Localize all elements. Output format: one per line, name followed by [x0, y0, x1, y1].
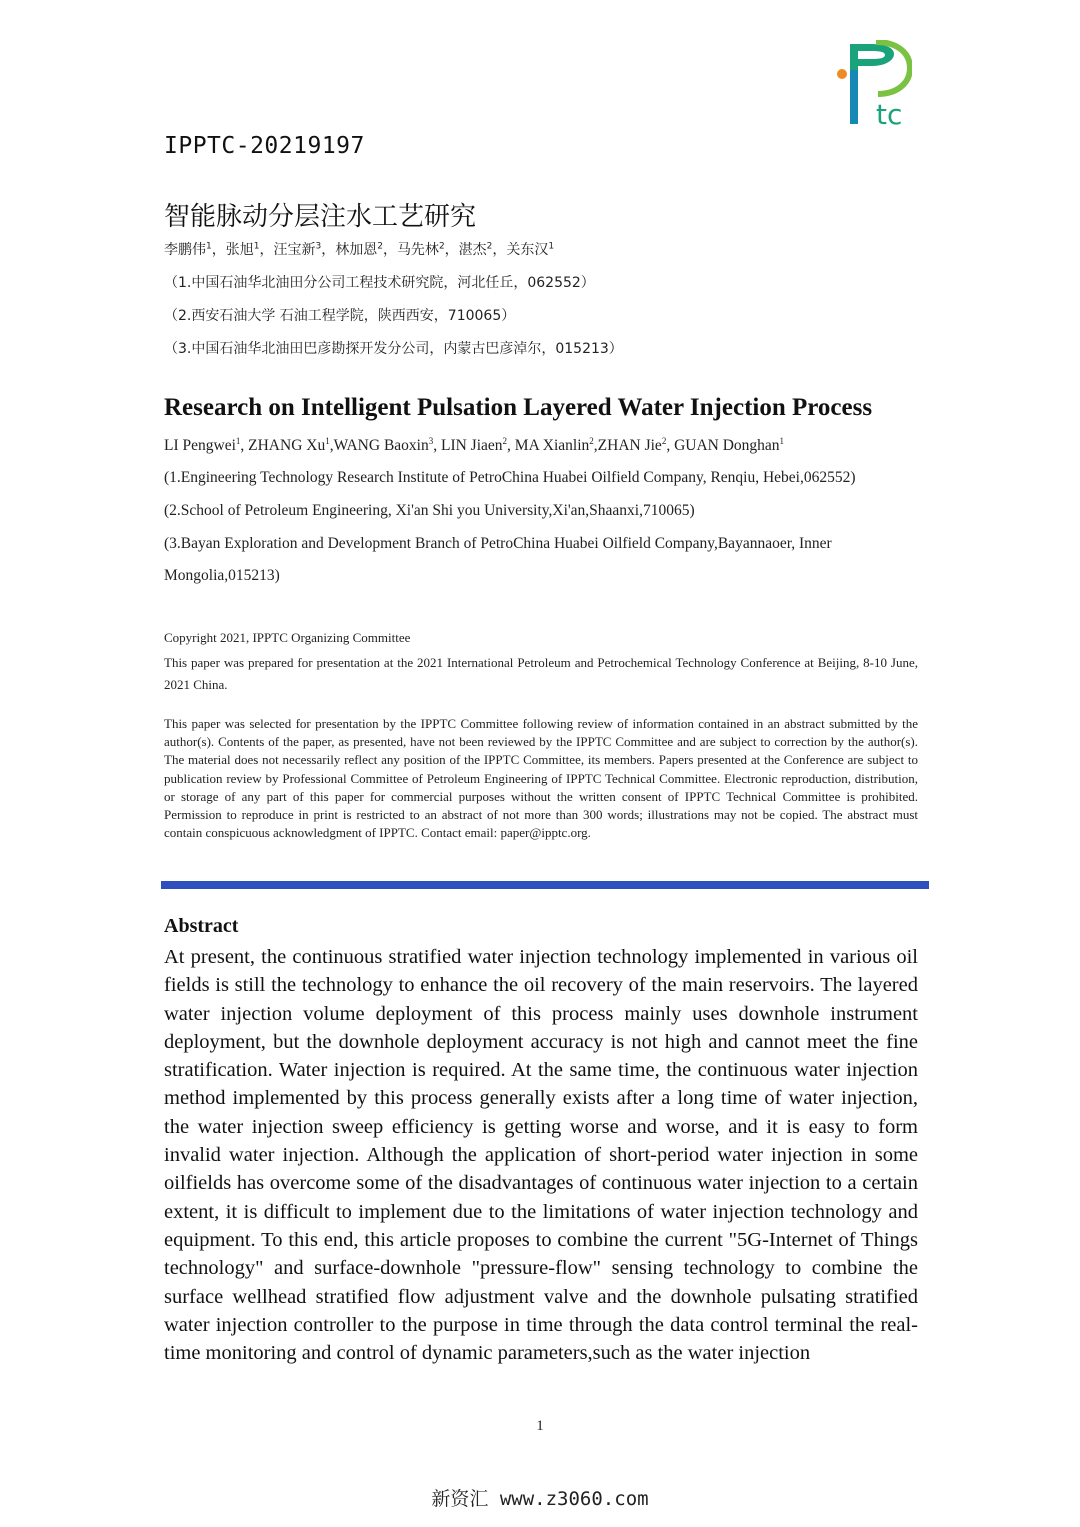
review-notice: This paper was selected for presentation by the IPPTC Committee following review of information contained in an abstract submitted by the author(s). Contents of the paper, as presented, have not been reviewed by the IPPTC Committee and are subject to correction by the author(s). The material does not necessarily reflect any position of the IPPTC Committee, its members. Papers presented at the Conference are subject to publication review by Professional Committee of Petroleum Engineering of IPPTC Technical Committee. Electronic reproduction, distribution, or storage of any part of this paper for commercial purposes without the written consent of IPPTC Technical Committee is prohibited. Permission to reproduce in print is restricted to an abstract of not more than 300 words; illustrations may not be copied. The abstract must contain conspicuous acknowledgment of IPPTC. Contact email: paper@ipptc.org. [164, 716, 918, 841]
logo-i-stem [850, 70, 858, 124]
en-authors: LI Pengwei$^1$, ZHANG Xu$^1$,WANG Baoxin$^3$, LIN Jiaen$^2$, MA Xianlin$^2$,ZHAN Jie$^2$, GUAN Donghan$^1$ [164, 436, 785, 455]
logo-dot [837, 69, 847, 79]
en-affiliation-3: (3.Bayan Exploration and Development Branch of PetroChina Huabei Oilfield Company,Bayannaoer, Inner [164, 535, 832, 552]
ipptc-logo [836, 40, 912, 128]
abstract-heading: Abstract [164, 915, 239, 937]
prepared-statement: This paper was prepared for presentation at the 2021 International Petroleum and Petrochemical Technology Conference at Beijing, 8-10 June, 2021 China. [164, 655, 918, 692]
section-divider [161, 881, 929, 889]
logo-tc: tc [876, 98, 903, 128]
cn-authors: 李鹏伟$^1$，张旭$^1$，汪宝新$^3$，林加恩$^2$，马先林$^2$，湛杰$^2$，关东汉$^1$ [164, 241, 555, 258]
copyright: Copyright 2021, IPPTC Organizing Committee [164, 630, 411, 645]
en-affiliation-1: (1.Engineering Technology Research Institute of PetroChina Huabei Oilfield Company, Renqiu, Hebei,062552) [164, 469, 856, 486]
cn-affiliation-2: （2.西安石油大学 石油工程学院，陕西西安，710065） [164, 308, 516, 324]
en-title: Research on Intelligent Pulsation Layered Water Injection Process [164, 394, 873, 421]
en-affiliation-3-cont: Mongolia,015213) [164, 567, 280, 584]
abstract-body: At present, the continuous stratified water injection technology implemented in various oil fields is still the technology to enhance the oil recovery of the main reservoirs. The layered water injection volume deployment of this process mainly uses downhole instrument deployment, but the downhole deployment accuracy is not high and cannot meet the fine stratification. Water injection is required. At the same time, the continuous water injection method implemented by this process generally exists after a long time of water injection, the water injection sweep efficiency is getting worse and worse, and it is easy to form invalid water injection. Although the application of short-period water injection in some oilfields has overcome some of the disadvantages of continuous water injection to a certain extent, it is difficult to implement due to the limitations of water injection technology and equipment. To this end, this article proposes to combine the current "5G-Internet of Things technology" and surface-downhole "pressure-flow" sensing technology to combine the surface wellhead stratified flow adjustment valve and the downhole pulsating stratified water injection controller to the purpose in time through the data control terminal the real-time monitoring and control of dynamic parameters,such as the water injection [164, 946, 918, 1365]
paper-id: IPPTC-20219197 [164, 133, 365, 159]
page-number: 1 [536, 1418, 544, 1434]
cn-affiliation-3: （3.中国石油华北油田巴彦勘探开发分公司，内蒙古巴彦淖尔，015213） [164, 341, 623, 357]
watermark: 新资汇 www.z3060.com [431, 1488, 649, 1510]
en-affiliation-2: (2.School of Petroleum Engineering, Xi'an Shi you University,Xi'an,Shaanxi,710065) [164, 502, 695, 519]
cn-title: 智能脉动分层注水工艺研究 [164, 202, 477, 232]
cn-affiliation-1: （1.中国石油华北油田分公司工程技术研究院，河北任丘，062552） [164, 275, 595, 291]
